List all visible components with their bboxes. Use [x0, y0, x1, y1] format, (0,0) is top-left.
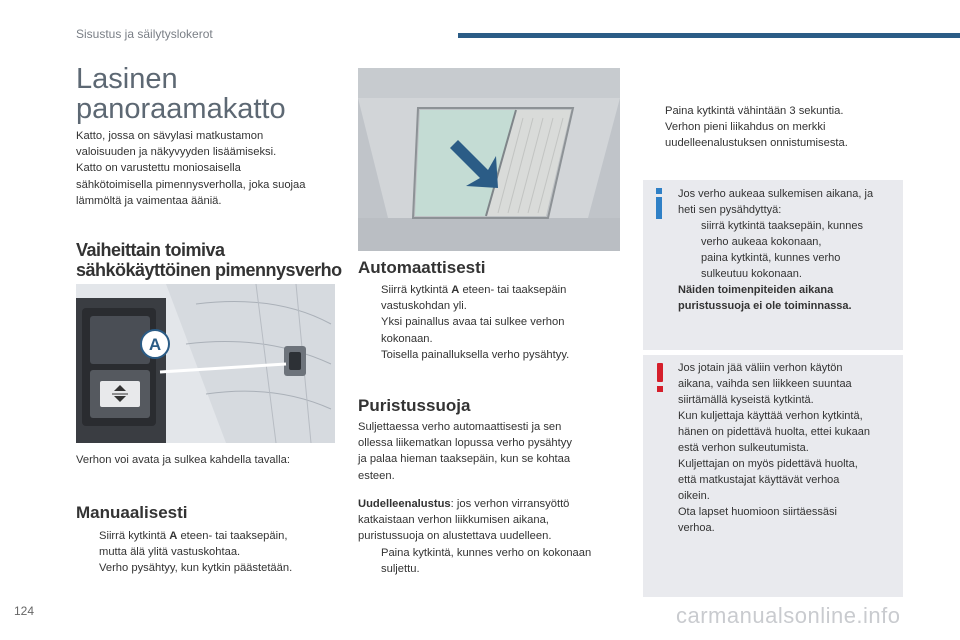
sunroof-drawing: [358, 68, 620, 251]
manual-heading: Manuaalisesti: [76, 503, 188, 522]
anti-pinch-text: Suljettaessa verho automaattisesti ja sen ollessa liikematkan lopussa verho pysähtyy ja palaa hieman taaksepäin, kun se kohtaa esteen.: [358, 421, 572, 482]
reinit-confirm-text: [642, 103, 912, 152]
header-accent-bar: [458, 33, 960, 38]
manual-instructions: [76, 528, 346, 577]
info-box-text: Jos verho aukeaa sulkemisen aikana, ja heti sen pysähdyttyä: siirrä kytkintä taaksepäin, kunnes verho aukeaa kokonaan, paina kytkintä, kunnes verho sulkeutuu kokonaan. Näiden toimenpiteiden aikana puristussuoja ei ole toiminnassa.: [678, 186, 900, 314]
info-box: [643, 180, 903, 350]
page-number: 124: [14, 604, 35, 618]
sunroof-illustration: [358, 68, 620, 251]
page-title: Lasinen panoraamakatto: [76, 63, 286, 125]
info-bullet-item: siirrä kytkintä taaksepäin, kunnes verho aukeaa kokonaan,: [701, 220, 864, 248]
switch-illustration: [76, 284, 335, 443]
section-header: Sisustus ja säilytyslokerot: [76, 27, 213, 41]
automatic-instructions: [358, 282, 628, 363]
anti-pinch-heading: Puristussuoja: [358, 396, 471, 415]
operation-text: Verhon voi avata ja sulkea kahdella tavalla:: [76, 454, 290, 466]
info-note: Näiden toimenpiteiden aikana puristussuoja ei ole toiminnassa.: [678, 284, 852, 312]
blind-heading: Vaiheittain toimiva sähkökäyttöinen pimennysverho: [76, 240, 342, 280]
reinit-bullet-item: Paina kytkintä, kunnes verho on kokonaan suljettu.: [381, 546, 592, 575]
watermark: carmanualsonline.info: [676, 603, 901, 628]
info-icon: [653, 188, 667, 222]
warning-box-text: Jos jotain jää väliin verhon käytön aikana, vaihda sen liikkeen suuntaa siirtämällä kyseistä kytkintä. Kun kuljettaja käyttää verhon kytkintä, hänen on pidettävä huolta, ettei kukaan estä verhon sulkeutumista. Kuljettajan on myös pidettävä huolta, että matkustajat käyttävät verhoa oikein. Ota lapset huomioon siirtäessäsi verhoa.: [678, 362, 871, 534]
warning-icon: [653, 363, 667, 397]
switch-drawing: [76, 284, 335, 443]
confirm-bullet-item: Paina kytkintä vähintään 3 sekuntia. Verhon pieni liikahdus on merkki uudelleenalustuksen onnistumisesta.: [665, 105, 848, 150]
automatic-heading: Automaattisesti: [358, 258, 486, 277]
info-bullet-item: paina kytkintä, kunnes verho sulkeutuu kokonaan.: [701, 252, 841, 280]
callout-a-label: A: [148, 335, 162, 354]
warning-box: [643, 355, 903, 597]
intro-paragraph: Katto, jossa on sävylasi matkustamon valoisuuden ja näkyvyyden lisäämiseksi. Katto on varustettu moniosaisella sähkötoimisella pimennysverholla, joka suojaa lämmöltä ja vaimentaa ääniä.: [76, 130, 306, 207]
manual-bullet-item: Siirrä kytkintä A eteen- tai taaksepäin, mutta älä ylitä vastuskohtaa. Verho pysähtyy, kun kytkin päästetään.: [99, 530, 293, 575]
automatic-bullet-item: Siirrä kytkintä A eteen- tai taaksepäin vastuskohdan yli. Yksi painallus avaa tai sulkee verhon kokonaan. Toisella painalluksella verho pysähtyy.: [381, 284, 570, 361]
reinitialisation-text: Uudelleenalustus: jos verhon virransyöttö katkaistaan verhon liikkumisen aikana, puristussuoja on alustettava uudelleen. Paina kytkintä, kunnes verho on kokonaan suljettu.: [358, 496, 628, 577]
